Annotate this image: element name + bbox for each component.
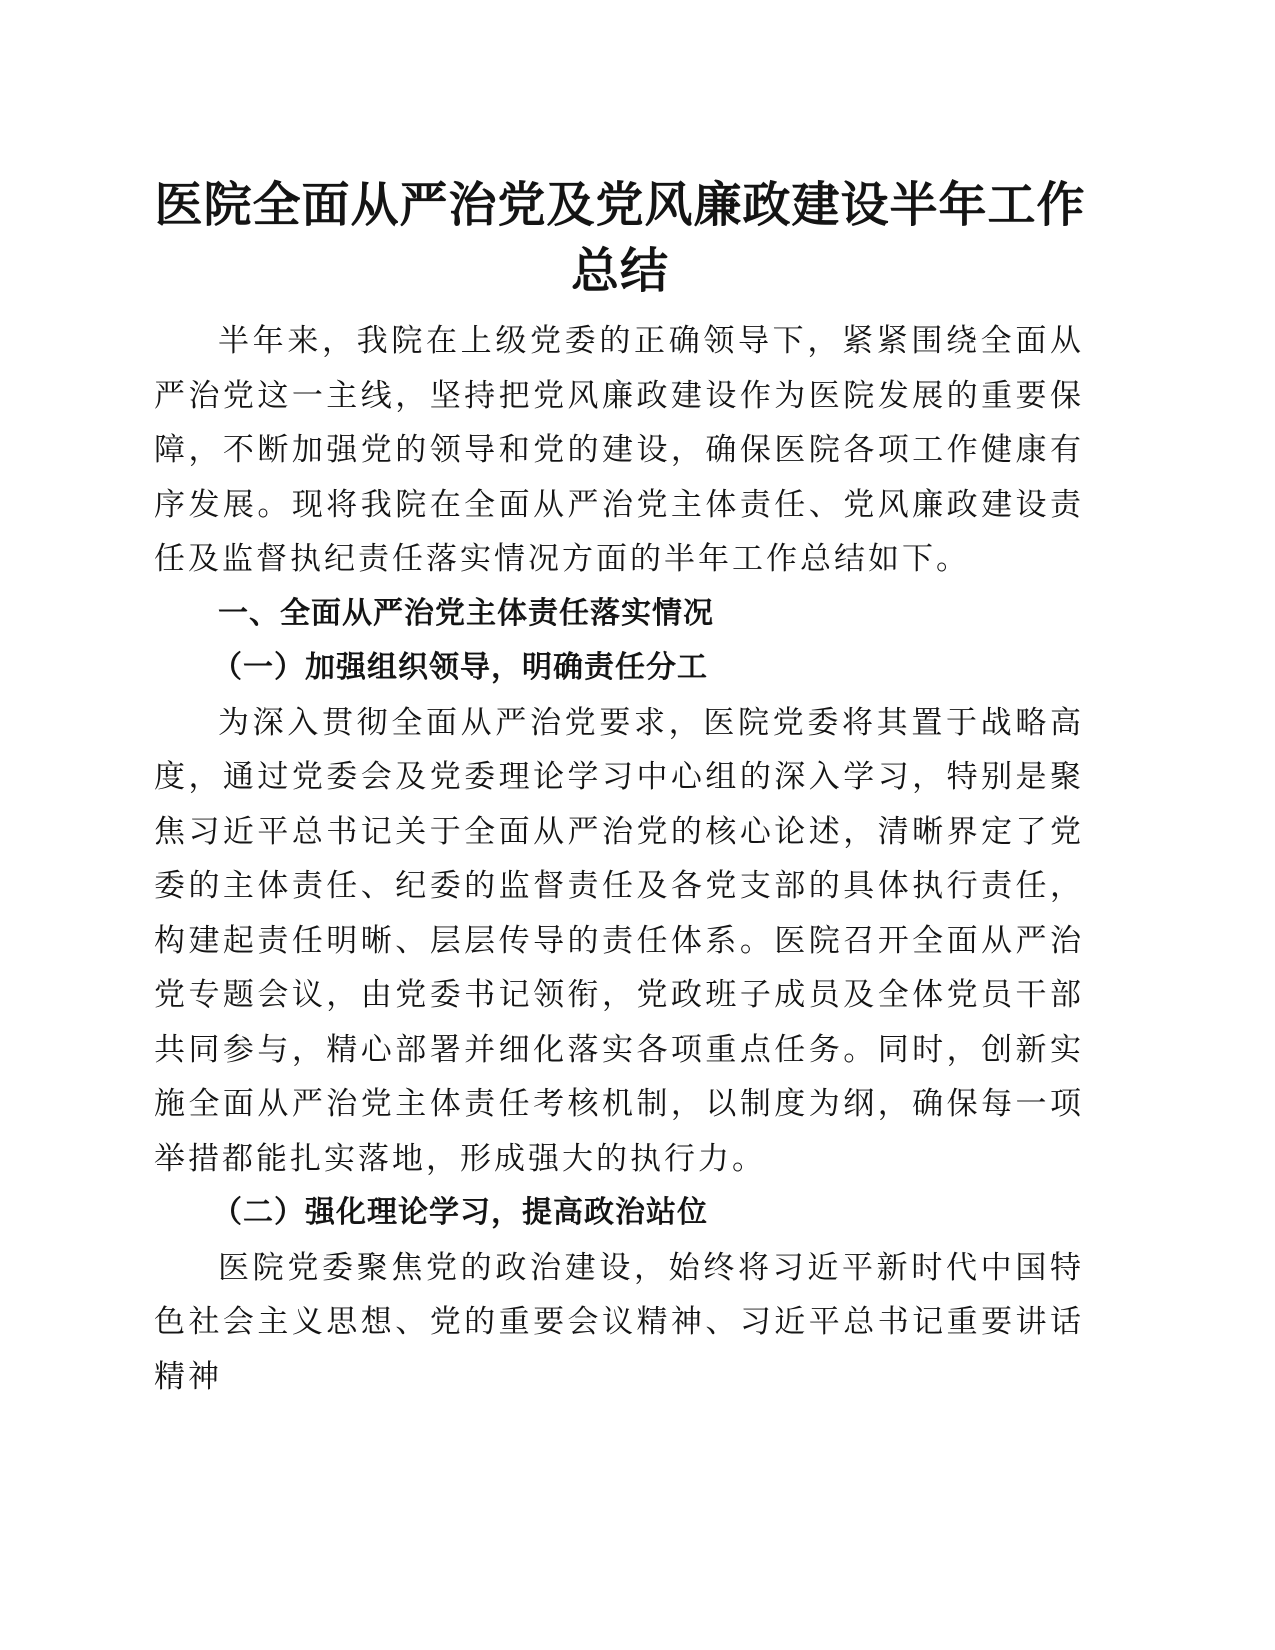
section-heading-1: 一、全面从严治党主体责任落实情况	[218, 595, 714, 631]
document-title: 医院全面从严治党及党风廉政建设半年工作总结	[154, 177, 1086, 299]
document-body	[154, 314, 1084, 1404]
subsection-heading-2: （二）强化理论学习，提高政治站位	[212, 1195, 708, 1230]
intro-paragraph: 半年来，我院在上级党委的正确领导下，紧紧围绕全面从严治党这一主线，坚持把党风廉政建设作为医院发展的重要保障，不断加强党的领导和党的建设，确保医院各项工作健康有序发展。现将我院在全面从严治党主体责任、党风廉政建设责任及监督执纪责任落实情况方面的半年工作总结如下。	[154, 323, 1084, 577]
subsection-heading-1: （一）加强组织领导，明确责任分工	[212, 650, 708, 685]
subsection-paragraph-2: 医院党委聚焦党的政治建设，始终将习近平新时代中国特色社会主义思想、党的重要会议精神、习近平总书记重要讲话精神	[154, 1249, 1084, 1395]
subsection-paragraph-1: 为深入贯彻全面从严治党要求，医院党委将其置于战略高度，通过党委会及党委理论学习中心组的深入学习，特别是聚焦习近平总书记关于全面从严治党的核心论述，清晰界定了党委的主体责任、纪委的监督责任及各党支部的具体执行责任，构建起责任明晰、层层传导的责任体系。医院召开全面从严治党专题会议，由党委书记领衔，党政班子成员及全体党员干部共同参与，精心部署并细化落实各项重点任务。同时，创新实施全面从严治党主体责任考核机制，以制度为纲，确保每一项举措都能扎实落地，形成强大的执行力。	[154, 704, 1084, 1177]
